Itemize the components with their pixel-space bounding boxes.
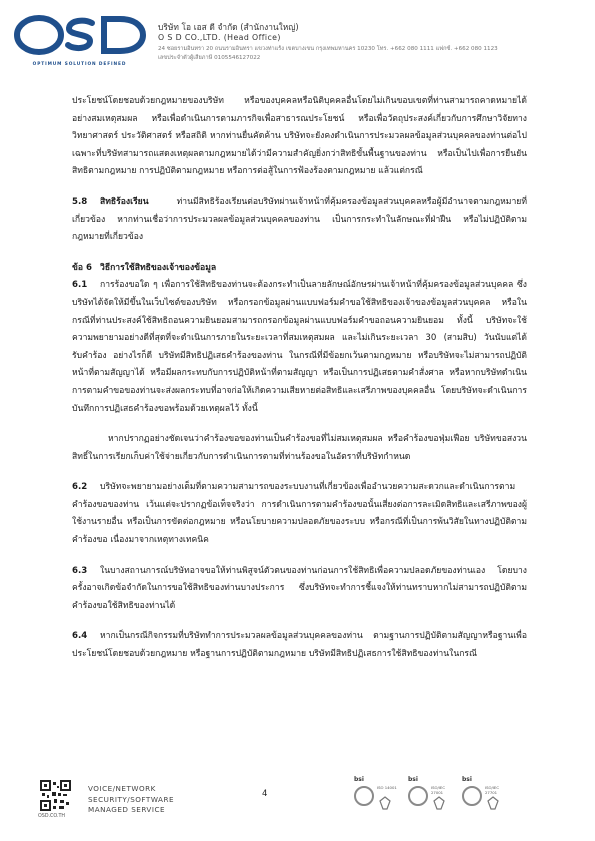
section-number: 6.1 [72, 280, 88, 291]
company-info [158, 22, 588, 62]
bsi-logo: bsi [408, 776, 418, 783]
bsi-certification-badge [406, 776, 454, 818]
section-text: การร้องขอใด ๆ เพื่อการใช้สิทธิของท่านจะต้องกระทำเป็นลายลักษณ์อักษรผ่านเจ้าหน้าที่คุ้มครองข้อมูลส่วนบุคคล ซึ่งบริษัทได้จัดให้มีขึ้นในเว็บไซต์ของบริษัท หรือกรอกข้อมูลผ่านแบบฟอร์มคำขอใช้สิทธิของเจ้าของข้อมูลส่วนบุคคล หรือในกรณีที่ท่านประสงค์ใช้สิทธิถอนความยินยอมสามารถกรอกข้อมูลผ่านแบบฟอร์มคำขอถอนความยินยอม ทั้งนี้ บริษัทจะใช้ความพยายามอย่างดีที่สุดที่จะดำเนินการภายในระยะเวลาที่สมเหตุสมผล และไม่เกินระยะเวลา 30 (สามสิบ) วันนับแต่ได้รับคำร้อง อย่างไรก็ดี บริษัทมีสิทธิปฏิเสธคำร้องของท่าน ในกรณีที่มีข้อยกเว้นตามกฎหมาย หรือบริษัทจะไม่สามารถปฏิบัติหน้าที่ตามสัญญาได้ หรือมีผลกระทบกับการปฏิบัติหน้าที่ตามสัญญา หรือเป็นการปฏิเสธตามคำสั่งศาล หรือหากบริษัทดำเนินการตามคำขอของท่านจะส่งผลกระทบที่อาจก่อให้เกิดความเสียหายต่อสิทธิและเสรีภาพของบุคคลอื่น โดยบริษัทจะดำเนินการบันทึกการปฏิเสธคำร้องขอพร้อมด้วยเหตุผลไว้ ทั้งนี้ [72, 280, 527, 414]
section-number: 6.3 [72, 565, 88, 576]
certification-ring-icon [462, 786, 482, 806]
kitemark-icon [378, 796, 392, 810]
company-address: 24 ซอยรามอินทรา 20 ถนนรามอินทรา แขวงท่าแร้ง เขตบางเขน กรุงเทพมหานคร 10230 โทร. +662 080 1111 แฟกซ์. +662 080 1123 [158, 46, 498, 52]
bsi-logo: bsi [462, 776, 472, 783]
iso-standard: ISO 14001 [377, 785, 397, 790]
company-tax-id: เลขประจำตัวผู้เสียภาษี 0105546127022 [158, 54, 261, 61]
bsi-certification-badge [460, 776, 508, 818]
section-text: ท่านมีสิทธิร้องเรียนต่อบริษัทผ่านเจ้าหน้าที่คุ้มครองข้อมูลส่วนบุคคลหรือผู้มีอำนาจตามกฎหมายที่เกี่ยวข้อง หากท่านเชื่อว่าการประมวลผลข้อมูลส่วนบุคคลของท่าน เป็นการกระทำในลักษณะที่ฝ่าฝืน หรือไม่ปฏิบัติตามกฎหมายที่เกี่ยวข้อง [72, 196, 527, 243]
section-text: หากเป็นกรณีกิจกรรมที่บริษัททำการประมวลผลข้อมูลส่วนบุคคลของท่าน ตามฐานการปฏิบัติตามสัญญาหรือฐานเพื่อประโยชน์โดยชอบด้วยกฎหมาย หรือฐานการปฏิบัติตามกฎหมาย บริษัทมีสิทธิปฏิเสธการใช้สิทธิของท่านในกรณี [72, 631, 527, 660]
section-number: 6.2 [72, 482, 88, 493]
section-number: ข้อ 6 [72, 262, 93, 273]
logo-tagline: OPTIMUM SOLUTION DEFINED [32, 62, 127, 67]
section-5-8 [72, 194, 527, 247]
company-logo [12, 10, 147, 68]
company-name-en: O S D CO.,LTD. (Head Office) [158, 33, 281, 42]
section-heading: สิทธิร้องเรียน [100, 196, 149, 207]
certification-badges [352, 776, 508, 818]
kitemark-icon [432, 796, 446, 810]
bsi-certification-badge [352, 776, 400, 818]
document-body [72, 93, 527, 664]
service-line: SECURITY/SOFTWARE [88, 794, 174, 804]
page-number: 4 [262, 789, 268, 799]
section-6-1 [72, 277, 527, 418]
service-line: VOICE/NETWORK [88, 784, 156, 793]
iso-standard: ISO/IEC 27001 [431, 785, 445, 795]
section-6-4 [72, 628, 527, 663]
certification-ring-icon [408, 786, 428, 806]
bsi-logo: bsi [354, 776, 364, 783]
paragraph-objection-continued: ประโยชน์โดยชอบด้วยกฎหมายของบริษัท หรือของบุคคลหรือนิติบุคคลอื่นโดยไม่เกินขอบเขตที่ท่านสามารถคาดหมายได้อย่างสมเหตุสมผล หรือเพื่อดำเนินการตามภารกิจเพื่อสาธารณประโยชน์ หรือเพื่อวัตถุประสงค์เกี่ยวกับการศึกษาวิจัยทางวิทยาศาสตร์ ประวัติศาสตร์ หรือสถิติ หากท่านยื่นคัดค้าน บริษัทจะยังคงดำเนินการประมวลผลข้อมูลส่วนบุคคลของท่านต่อไปเฉพาะที่บริษัทสามารถแสดงเหตุผลตามกฎหมายได้ว่ามีความสำคัญยิ่งกว่าสิทธิขั้นพื้นฐานของท่าน หรือเป็นไปเพื่อการยืนยันสิทธิตามกฎหมาย การปฏิบัติตามกฎหมาย หรือการต่อสู้ในการฟ้องร้องตามกฎหมาย แล้วแต่กรณี [72, 96, 527, 177]
qr-url: OSD.CO.TH [38, 814, 66, 819]
company-name-th: บริษัท โอ เอส ดี จำกัด (สำนักงานใหญ่) [158, 22, 299, 32]
qr-code-icon [40, 780, 71, 811]
section-6-heading [72, 260, 527, 278]
kitemark-icon [486, 796, 500, 810]
certification-ring-icon [354, 786, 374, 806]
section-6-3 [72, 563, 527, 616]
section-heading: วิธีการใช้สิทธิของเจ้าของข้อมูล [100, 262, 217, 273]
iso-standard: ISO/IEC 27701 [485, 785, 499, 795]
section-number: 6.4 [72, 631, 88, 642]
osd-logo-mark [12, 10, 147, 60]
service-line: MANAGED SERVICE [88, 805, 166, 814]
paragraph-unreasonable-request: หากปรากฏอย่างชัดเจนว่าคำร้องขอของท่านเป็นคำร้องขอที่ไม่สมเหตุสมผล หรือคำร้องขอฟุ่มเฟือย บริษัทขอสงวนสิทธิ์ในการเรียกเก็บค่าใช้จ่ายเกี่ยวกับการดำเนินการตามที่ท่านร้องขอในอัตราที่บริษัทกำหนด [72, 434, 527, 462]
section-6-2 [72, 479, 527, 549]
section-number: 5.8 [72, 196, 88, 207]
service-list [88, 784, 174, 816]
section-text: ในบางสถานการณ์บริษัทอาจขอให้ท่านพิสูจน์ตัวตนของท่านก่อนการใช้สิทธิเพื่อความปลอดภัยของท่านเอง โดยบางครั้งอาจเกิดข้อจำกัดในการขอใช้สิทธิของท่านบางประการ ซึ่งบริษัทจะทำการชี้แจงให้ท่านทราบหากไม่สามารถปฏิบัติตามคำร้องขอใช้สิทธิของท่านได้ [72, 565, 527, 611]
section-text: บริษัทจะพยายามอย่างเต็มที่ตามความสามารถของระบบงานที่เกี่ยวข้องเพื่ออำนวยความสะดวกและดำเนินการตามคำร้องขอของท่าน เว้นแต่จะปรากฏข้อเท็จจริงว่า การดำเนินการตามคำร้องขอนั้นเสี่ยงต่อการละเมิดสิทธิและเสรีภาพของผู้ใช้งานรายอื่น หรือเป็นการขัดต่อกฎหมาย หรือนโยบายความปลอดภัยของระบบ หรือกรณีที่เป็นการพ้นวิสัยในทางปฏิบัติตามคำร้องขอ เนื่องมาจากเหตุทางเทคนิค [72, 482, 527, 546]
